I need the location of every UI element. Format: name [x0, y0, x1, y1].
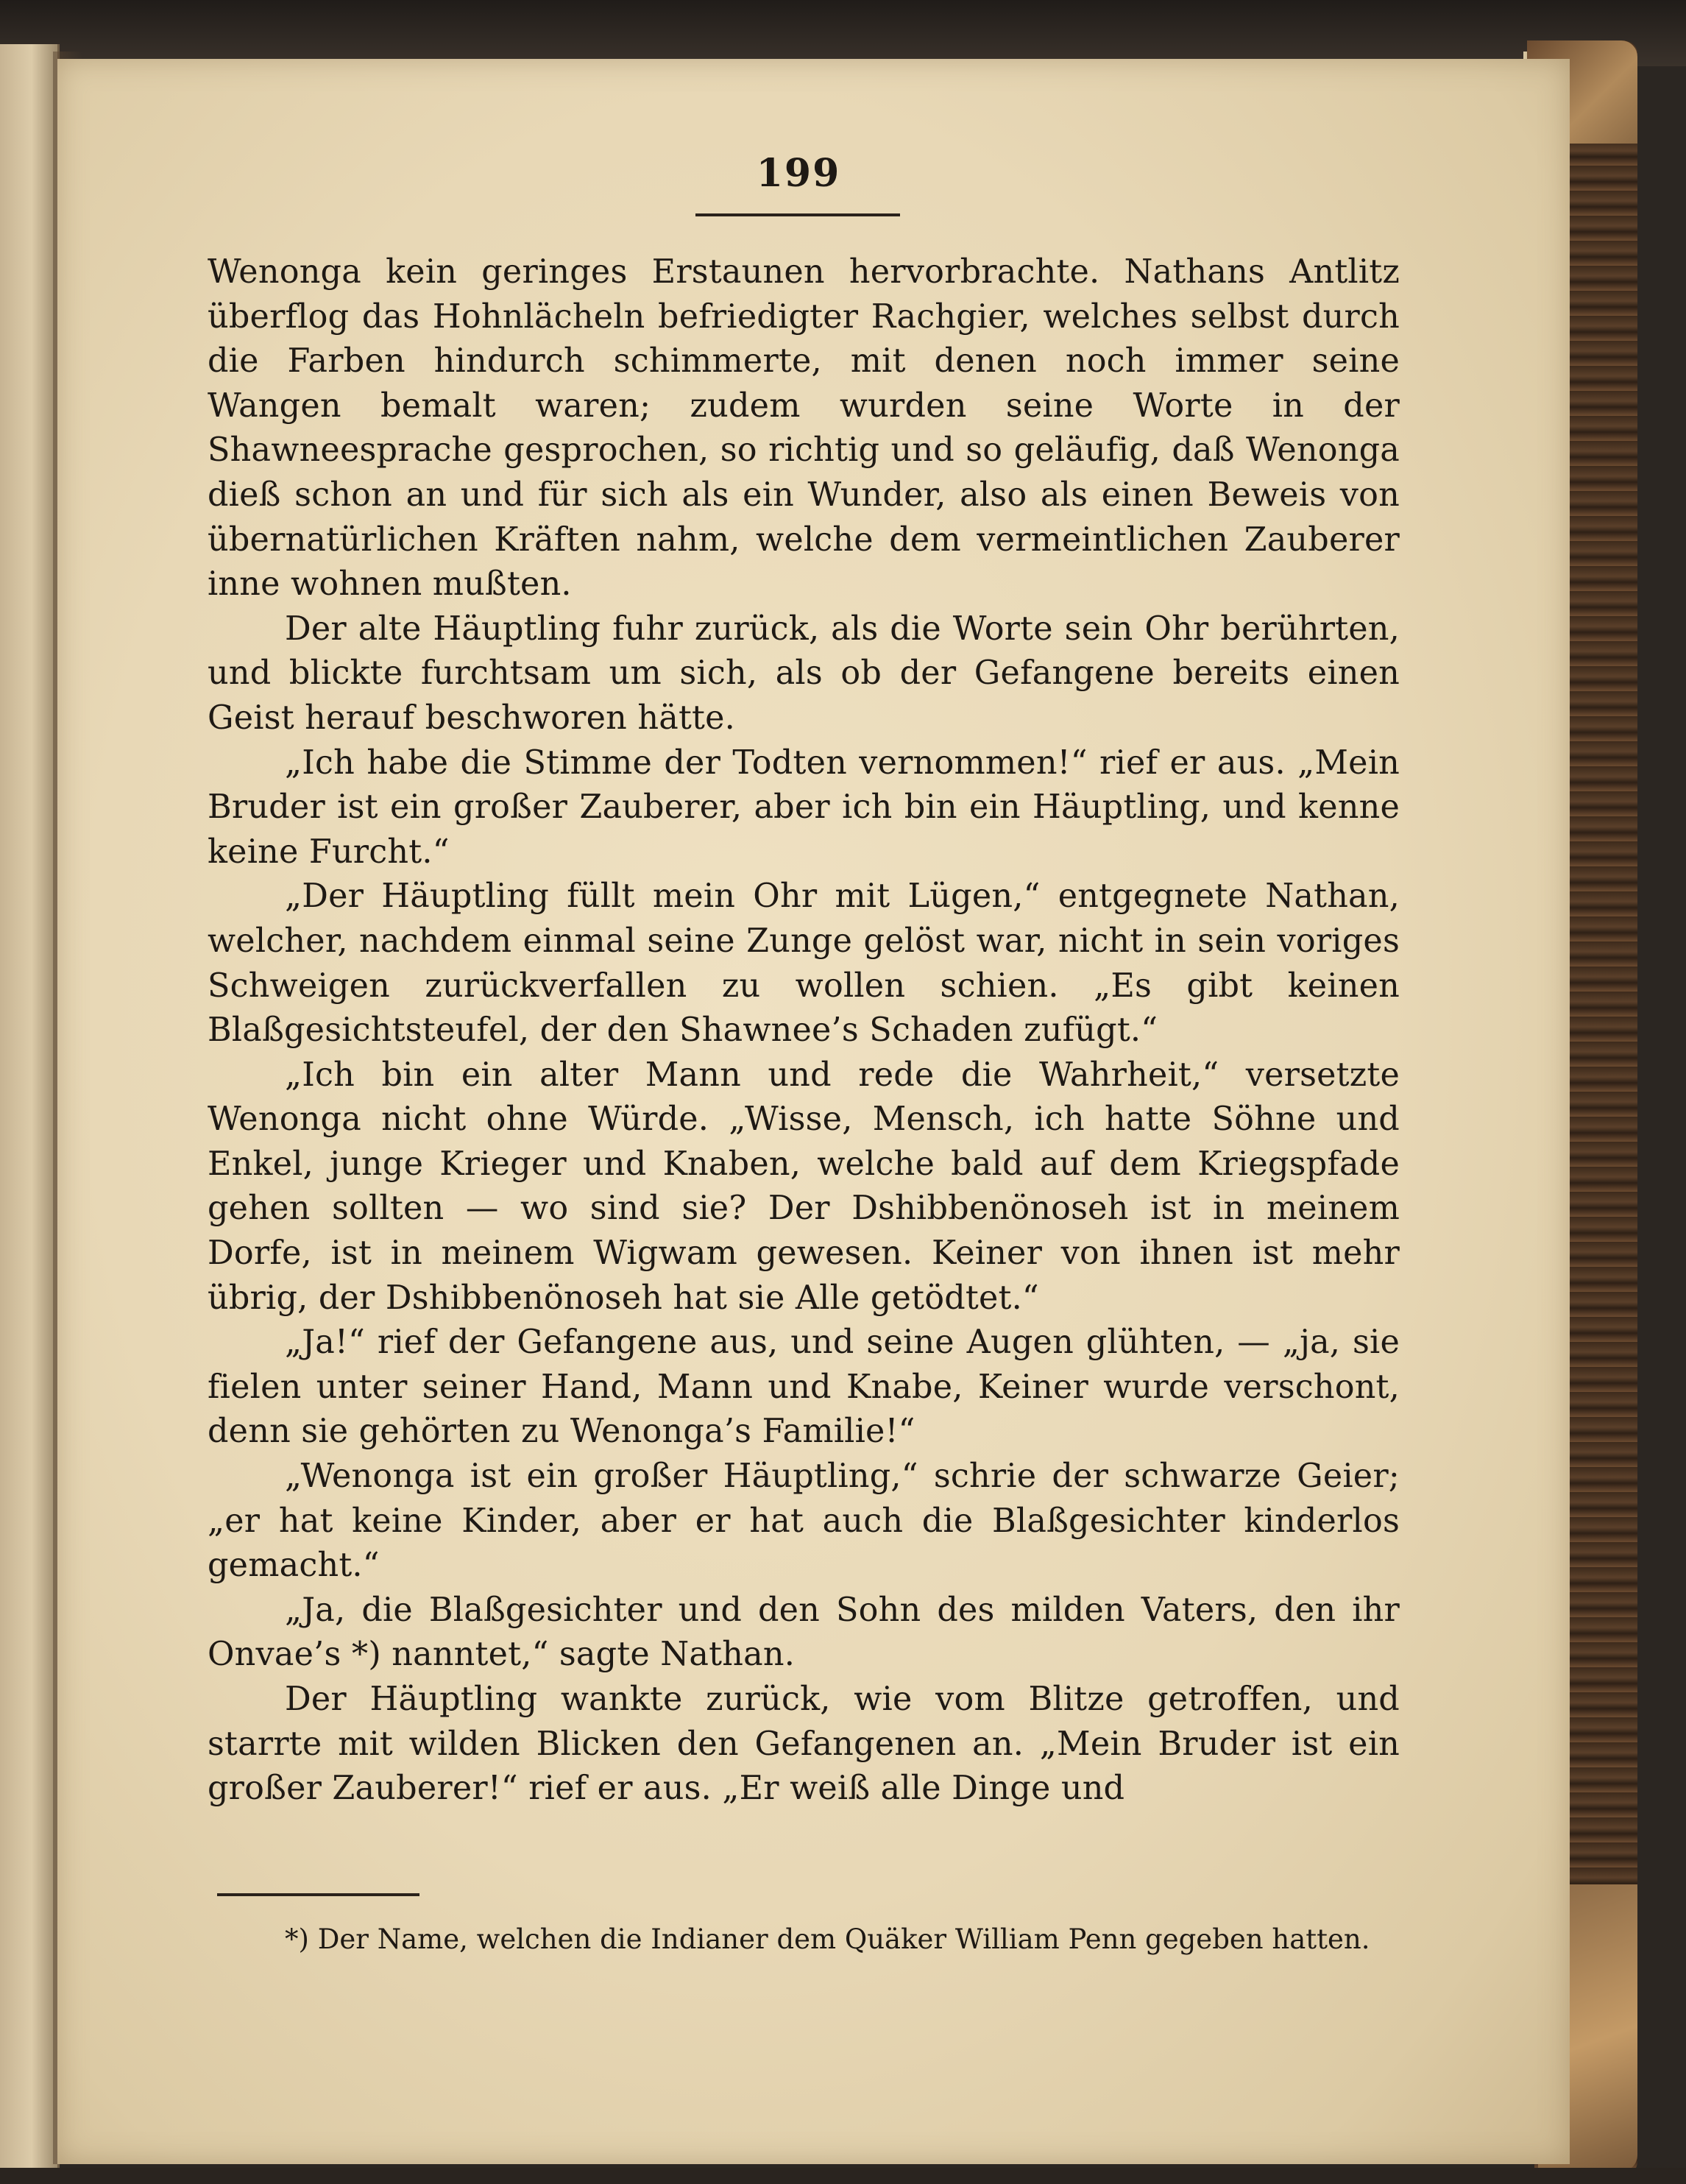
paragraph: „Ich habe die Stimme der Todten vernommen!“ rief er aus. „Mein Bruder ist ein großer Zauberer, aber ich bin ein Häuptling, und kenne keine Furcht.“: [208, 743, 1400, 871]
footnote: *) Der Name, welchen die Indianer dem Quäker William Penn gegeben hatten.: [285, 1923, 1370, 1955]
scanner-background-top: [0, 0, 1686, 66]
paragraph: Der alte Häuptling fuhr zurück, als die Worte sein Ohr berührten, und blickte furchtsam um sich, als ob der Gefangene bereits einen Geist herauf beschworen hätte.: [208, 609, 1400, 737]
footnote-rule: [217, 1893, 419, 1896]
page-number: 199: [756, 151, 841, 196]
body-text: [208, 250, 1400, 1812]
paragraph: „Ja!“ rief der Gefangene aus, und seine Augen glühten, — „ja, sie fielen unter seiner Hand, Mann und Knabe, Keiner wurde verschont, denn sie gehörten zu Wenonga’s Familie!“: [208, 1324, 1400, 1451]
facing-page-edge: [0, 44, 60, 2171]
scanner-background-bottom: [0, 2168, 1686, 2184]
paragraph: „Ich bin ein alter Mann und rede die Wahrheit,“ versetzte Wenonga nicht ohne Würde. „Wisse, Mensch, ich hatte Söhne und Enkel, junge Krieger und Knaben, welche bald auf dem Kriegspfade gehen sollten — wo sind sie? Der Dshibbenönoseh ist in meinem Dorfe, ist in meinem Wigwam gewesen. Keiner von ihnen ist mehr übrig, der Dshibbenönoseh hat sie Alle getödtet.“: [208, 1056, 1400, 1317]
paragraph: Wenonga kein geringes Erstaunen hervorbrachte. Nathans Antlitz überflog das Hohnlächeln befriedigter Rachgier, welches selbst durch die Farben hindurch schimmerte, mit denen noch immer seine Wangen bemalt waren; zudem wurden seine Worte in der Shawneesprache gesprochen, so richtig und so geläufig, daß Wenonga dieß schon an und für sich als ein Wunder, also als einen Beweis von übernatürlichen Kräften nahm, welche dem vermeintlichen Zauberer inne wohnen mußten.: [208, 253, 1400, 604]
paragraph: „Wenonga ist ein großer Häuptling,“ schrie der schwarze Geier; „er hat keine Kinder, aber er hat auch die Blaßgesichter kinderlos gemacht.“: [208, 1457, 1400, 1585]
paragraph: Der Häuptling wankte zurück, wie vom Blitze getroffen, und starrte mit wilden Blicken den Gefangenen an. „Mein Bruder ist ein großer Zauberer!“ rief er aus. „Er weiß alle Dinge und: [208, 1681, 1400, 1808]
page-number-rule: [695, 213, 900, 216]
paragraph: „Der Häuptling füllt mein Ohr mit Lügen,“ entgegnete Nathan, welcher, nachdem einmal seine Zunge gelöst war, nicht in sein voriges Schweigen zurückverfallen zu wollen schien. „Es gibt keinen Blaßgesichtsteufel, der den Shawnee’s Schaden zufügt.“: [208, 877, 1400, 1050]
paragraph: „Ja, die Blaßgesichter und den Sohn des milden Vaters, den ihr Onvae’s *) nanntet,“ sagte Nathan.: [208, 1591, 1400, 1674]
